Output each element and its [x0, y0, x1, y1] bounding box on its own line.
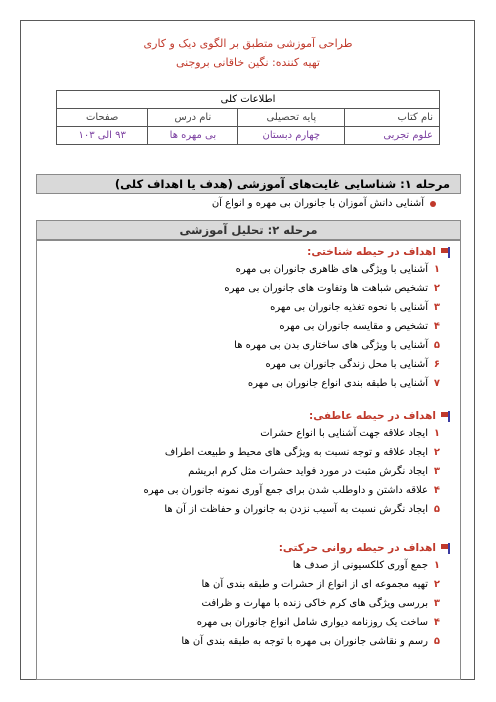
info-col-book: نام کتاب	[345, 109, 440, 127]
list-item: ۱ آشنایی با ویژگی های ظاهری جانوران بی مهره	[235, 264, 440, 275]
stage1-goal	[212, 198, 436, 209]
info-val-lesson: بی مهره ها	[148, 127, 238, 145]
list-item: ۴ ساخت یک روزنامه دیواری شامل انواع جانوران بی مهره	[196, 617, 440, 628]
stage1-title: مرحله ۱: شناسایی غایت‌های آموزشی (هدف یا اهداف کلی)	[36, 174, 461, 194]
list-item: ۵ ایجاد نگرش نسبت به آسیب نزدن به جانوران و حفاظت از آن ها	[164, 504, 440, 515]
list-item: ۳ ایجاد نگرش مثبت در مورد فواید حشرات مثل کرم ابریشم	[188, 466, 440, 477]
flag-icon	[441, 411, 450, 422]
section-title: اهداف در حیطه روانی حرکتی:	[181, 540, 450, 556]
list-item: ۶ آشنایی با محل زندگی جانوران بی مهره	[265, 359, 440, 370]
document-title: طراحی آموزشی متطبق بر الگوی دیک و کاری	[143, 37, 353, 50]
affective-list	[143, 424, 450, 519]
section-affective	[143, 408, 450, 519]
info-val-pages: ۹۳ الی ۱۰۳	[57, 127, 148, 145]
document-author: تهیه کننده: نگین خاقانی بروجنی	[175, 56, 320, 69]
info-col-lesson: نام درس	[148, 109, 238, 127]
bullet-icon	[430, 201, 436, 207]
list-item: ۵ رسم و نقاشی جانوران بی مهره با توجه به طبقه بندی آن ها	[181, 636, 440, 647]
document-header	[0, 34, 496, 72]
flag-icon	[441, 543, 450, 554]
info-val-grade: چهارم دبستان	[238, 127, 345, 145]
list-item: ۴ علاقه داشتن و داوطلب شدن برای جمع آوری نمونه جانوران بی مهره	[143, 485, 440, 496]
section-psychomotor	[181, 540, 450, 651]
info-col-grade: پایه تحصیلی	[238, 109, 345, 127]
info-val-book: علوم تجربی	[345, 127, 440, 145]
general-info-table	[56, 90, 440, 145]
section-title: اهداف در حیطه عاطفی:	[143, 408, 450, 424]
list-item: ۲ تهیه مجموعه ای از انواع از حشرات و طبقه بندی آن ها	[201, 579, 440, 590]
stage1-goal-text: آشنایی دانش آموزان با جانوران بی مهره و انواع آن	[211, 198, 424, 209]
psychomotor-list	[181, 556, 450, 651]
list-item: ۱ جمع آوری کلکسیونی از صدف ها	[292, 560, 440, 571]
list-item: ۵ آشنایی با ویژگی های ساختاری بدن بی مهره ها	[234, 340, 440, 351]
section-cognitive	[224, 244, 450, 393]
list-item: ۳ بررسی ویژگی های کرم خاکی زنده با مهارت و ظرافت	[201, 598, 440, 609]
list-item: ۲ ایجاد علاقه و توجه نسبت به ویژگی های محیط و طبیعت اطراف	[164, 447, 440, 458]
info-table-heading: اطلاعات کلی	[57, 91, 440, 109]
section-title: اهداف در حیطه شناختی:	[224, 244, 450, 260]
list-item: ۷ آشنایی با طبقه بندی انواع جانوران بی مهره	[247, 378, 440, 389]
list-item: ۴ تشخیص و مقایسه جانوران بی مهره	[279, 321, 440, 332]
stage2-title: مرحله ۲: تحلیل آموزشی	[36, 220, 461, 240]
info-col-pages: صفحات	[57, 109, 148, 127]
cognitive-list	[224, 260, 450, 393]
list-item: ۲ تشخیص شباهت ها وتفاوت های جانوران بی مهره	[224, 283, 440, 294]
list-item: ۱ ایجاد علاقه جهت آشنایی با انواع حشرات	[260, 428, 440, 439]
flag-icon	[441, 247, 450, 258]
list-item: ۳ آشنایی با نحوه تغذیه جانوران بی مهره	[270, 302, 440, 313]
